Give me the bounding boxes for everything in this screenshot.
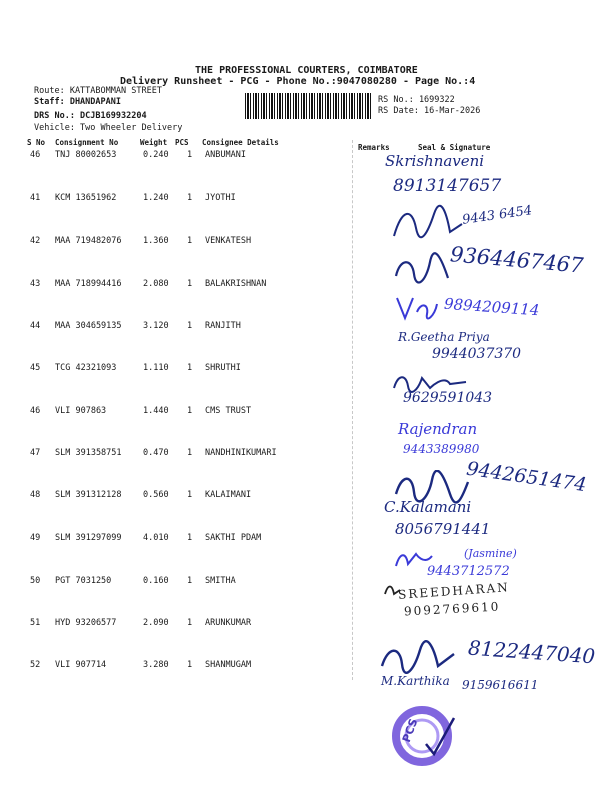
table-row: [0, 660, 600, 680]
signature-scribble: [392, 252, 452, 288]
row-pcs: 1: [187, 406, 193, 416]
barcode: [245, 93, 373, 119]
row-consignee: JYOTHI: [205, 193, 236, 203]
row-consignment: VLI 907714: [55, 660, 107, 670]
signature-name: (Jasmine): [464, 547, 517, 560]
row-consignee: SAKTHI PDAM: [205, 533, 262, 543]
row-consignee: BALAKRISHNAN: [205, 279, 267, 289]
col-header-pcs: PCS: [175, 138, 189, 147]
signature-scribble: [388, 202, 468, 242]
row-consignee: NANDHINIKUMARI: [205, 448, 277, 458]
row-weight: 3.280: [143, 660, 169, 670]
col-header-consignment: Consignment No: [55, 138, 119, 147]
row-weight: 0.560: [143, 490, 169, 500]
row-sno: 46: [30, 150, 41, 160]
row-pcs: 1: [187, 533, 193, 543]
row-consignee: VENKATESH: [205, 236, 252, 246]
row-consignee: ARUNKUMAR: [205, 618, 252, 628]
row-weight: 0.160: [143, 576, 169, 586]
row-weight: 2.090: [143, 618, 169, 628]
row-consignment: HYD 93206577: [55, 618, 117, 628]
row-sno: 47: [30, 448, 41, 458]
table-row: [0, 406, 600, 426]
row-pcs: 1: [187, 279, 193, 289]
signature-phone: 9364467467: [449, 242, 585, 278]
row-consignment: SLM 391312128: [55, 490, 122, 500]
row-sno: 52: [30, 660, 41, 670]
row-sno: 49: [30, 533, 41, 543]
row-consignee: SMITHA: [205, 576, 236, 586]
row-sno: 48: [30, 490, 41, 500]
row-pcs: 1: [187, 363, 193, 373]
row-sno: 42: [30, 236, 41, 246]
col-header-remarks: Remarks: [358, 143, 390, 152]
table-row: [0, 279, 600, 299]
signature-phone: 9442651474: [465, 457, 588, 497]
signature-scribble: [378, 640, 458, 674]
signature-phone: 8913147657: [393, 176, 502, 196]
vehicle-label: Vehicle: Two Wheeler Delivery: [34, 123, 183, 133]
row-consignment: TNJ 80002653: [55, 150, 117, 160]
row-sno: 46: [30, 406, 41, 416]
signature-phone: 9092769610: [403, 599, 501, 619]
col-header-consignee: Consignee Details: [202, 138, 279, 147]
stamp: [388, 700, 460, 768]
row-weight: 0.470: [143, 448, 169, 458]
row-consignment: TCG 42321093: [55, 363, 117, 373]
row-consignment: SLM 391297099: [55, 533, 122, 543]
rs-date: RS Date: 16-Mar-2026: [378, 106, 481, 116]
row-consignment: MAA 304659135: [55, 321, 122, 331]
row-consignment: MAA 718994416: [55, 279, 122, 289]
signature-name: C.Kalamani: [384, 498, 472, 516]
row-consignee: SHRUTHI: [205, 363, 241, 373]
row-pcs: 1: [187, 236, 193, 246]
signature-phone: 9443712572: [427, 564, 510, 579]
signature-name: R.Geetha Priya: [398, 330, 490, 344]
signature-phone: 9443389980: [403, 442, 480, 456]
row-sno: 43: [30, 279, 41, 289]
signature-phone: 8056791441: [395, 520, 491, 538]
table-row: [0, 150, 600, 170]
row-weight: 1.440: [143, 406, 169, 416]
row-consignee: SHANMUGAM: [205, 660, 252, 670]
row-sno: 41: [30, 193, 41, 203]
row-pcs: 1: [187, 660, 193, 670]
row-pcs: 1: [187, 150, 193, 160]
row-consignee: RANJITH: [205, 321, 241, 331]
signature-phone: 9944037370: [432, 346, 522, 362]
row-weight: 1.110: [143, 363, 169, 373]
row-weight: 3.120: [143, 321, 169, 331]
row-weight: 1.360: [143, 236, 169, 246]
signature-name: Skrishnaveni: [385, 152, 485, 170]
table-row: [0, 321, 600, 341]
signature-phone: 9629591043: [403, 390, 493, 406]
company-title: THE PROFESSIONAL COURTERS, COIMBATORE: [195, 65, 418, 76]
signature-phone: 9159616611: [462, 678, 539, 692]
row-pcs: 1: [187, 448, 193, 458]
route-label: Route: KATTABOMMAN STREET: [34, 86, 162, 96]
row-sno: 50: [30, 576, 41, 586]
col-header-seal: Seal & Signature: [418, 143, 491, 152]
row-consignment: MAA 719482076: [55, 236, 122, 246]
row-pcs: 1: [187, 490, 193, 500]
signature-name: SREEDHARAN: [397, 580, 511, 602]
row-consignee: ANBUMANI: [205, 150, 246, 160]
staff-label: Staff: DHANDAPANI: [34, 97, 121, 107]
row-consignee: KALAIMANI: [205, 490, 252, 500]
signature-scribble: [395, 292, 440, 324]
row-pcs: 1: [187, 576, 193, 586]
signature-phone: 8122447040: [467, 635, 596, 669]
table-row: [0, 363, 600, 383]
row-sno: 45: [30, 363, 41, 373]
row-consignment: SLM 391358751: [55, 448, 122, 458]
row-pcs: 1: [187, 321, 193, 331]
drs-number: DRS No.: DCJB169932204: [34, 111, 147, 121]
row-weight: 1.240: [143, 193, 169, 203]
col-header-sno: S No: [27, 138, 46, 147]
row-consignment: KCM 13651962: [55, 193, 117, 203]
signature-phone: 9894209114: [443, 294, 540, 320]
table-row: [0, 618, 600, 638]
row-weight: 4.010: [143, 533, 169, 543]
row-sno: 51: [30, 618, 41, 628]
row-consignment: PGT 7031250: [55, 576, 112, 586]
row-pcs: 1: [187, 193, 193, 203]
table-row: [0, 490, 600, 510]
row-weight: 0.240: [143, 150, 169, 160]
row-consignee: CMS TRUST: [205, 406, 252, 416]
row-consignment: VLI 907863: [55, 406, 107, 416]
row-weight: 2.080: [143, 279, 169, 289]
row-sno: 44: [30, 321, 41, 331]
stamp-text: PCS: [399, 716, 421, 745]
row-pcs: 1: [187, 618, 193, 628]
signature-name: Rajendran: [398, 420, 478, 438]
runsheet-title: Delivery Runsheet - PCG - Phone No.:9047080280 - Page No.:4: [120, 76, 476, 87]
rs-number: RS No.: 1699322: [378, 95, 455, 105]
col-header-weight: Weight: [140, 138, 168, 147]
signature-name: M.Karthika: [381, 674, 450, 688]
signature-phone: 9443 6454: [461, 203, 534, 228]
